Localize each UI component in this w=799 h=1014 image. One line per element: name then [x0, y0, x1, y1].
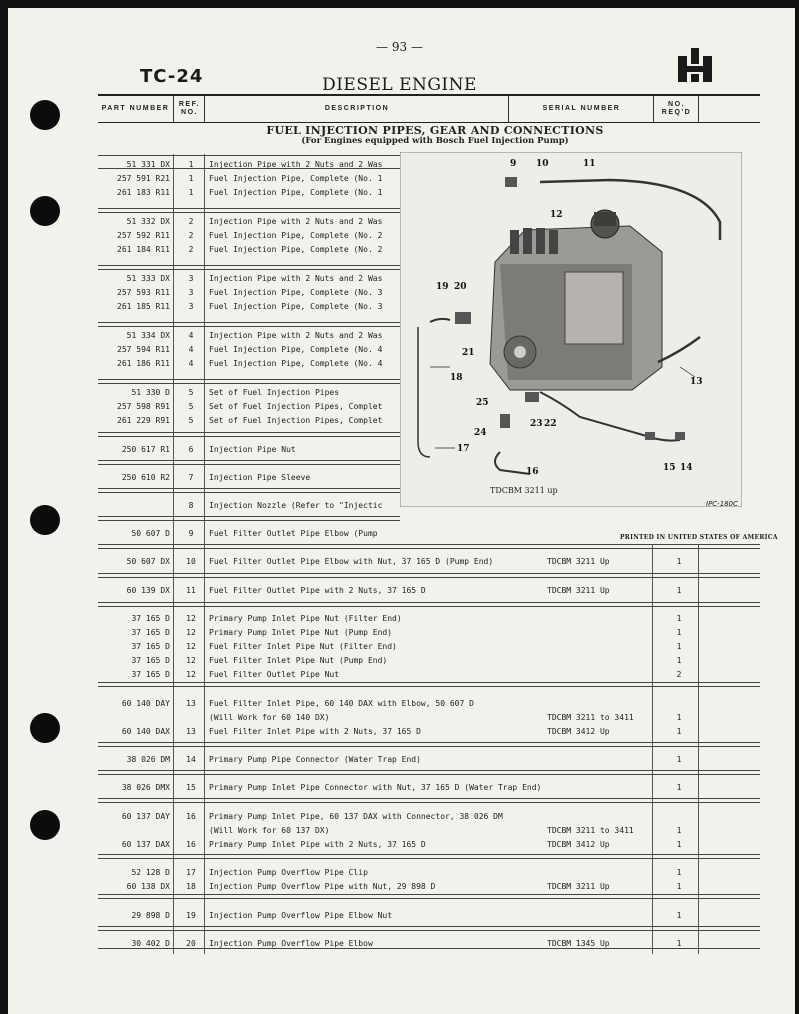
serial-number-cell: TDCBM 3412 Up: [547, 840, 610, 849]
part-number-cell: 51 333 DX: [126, 274, 170, 283]
page-title: DIESEL ENGINE: [322, 75, 477, 95]
row-rule: [98, 898, 760, 899]
ref-no-cell: 11: [186, 586, 196, 595]
qty-cell: 1: [676, 882, 682, 891]
header-serial-number: SERIAL NUMBER: [508, 96, 654, 122]
description-cell: Primary Pump Inlet Pipe, 60 137 DAX with Connector, 38 026 DM: [209, 812, 503, 821]
row-rule: [98, 208, 400, 209]
row-rule: [98, 548, 760, 549]
description-cell: (Will Work for 60 140 DX): [209, 713, 330, 722]
header-ref-no: REF. NO.: [173, 96, 205, 122]
description-cell: Fuel Filter Inlet Pipe, 60 140 DAX with Elbow, 50 607 D: [209, 699, 474, 708]
ref-no-cell: 1: [188, 160, 194, 169]
description-cell: Injection Pipe with 2 Nuts and 2 Was: [209, 331, 383, 340]
binder-hole: [30, 196, 60, 226]
table-row: [98, 909, 760, 923]
qty-cell: 1: [676, 783, 682, 792]
callout-number: 13: [690, 377, 703, 387]
part-number-cell: 52 128 D: [131, 868, 170, 877]
description-cell: Fuel Injection Pipe, Complete (No. 1: [209, 188, 383, 197]
part-number-cell: 261 185 R11: [117, 302, 170, 311]
table-row: [98, 711, 760, 725]
table-row: [98, 640, 760, 654]
part-number-cell: 257 593 R11: [117, 288, 170, 297]
column-header: [98, 94, 760, 123]
description-cell: (Will Work for 60 137 DX): [209, 826, 330, 835]
description-cell: Injection Pipe Nut: [209, 445, 296, 454]
ref-no-cell: 1: [188, 174, 194, 183]
serial-number-cell: TDCBM 3211 Up: [547, 586, 610, 595]
part-number-cell: 30 402 D: [131, 939, 170, 948]
description-cell: Fuel Filter Outlet Pipe Nut: [209, 670, 340, 679]
description-cell: Set of Fuel Injection Pipes, Complet: [209, 416, 383, 425]
row-rule: [98, 436, 400, 437]
callout-number: 22: [544, 419, 557, 429]
section-title: FUEL INJECTION PIPES, GEAR AND CONNECTIONS: [266, 124, 604, 137]
callout-number: 10: [536, 159, 549, 169]
callout-number: 11: [583, 159, 596, 169]
description-cell: Fuel Filter Outlet Pipe Elbow (Pump: [209, 529, 378, 538]
row-rule: [98, 858, 760, 859]
qty-cell: 1: [676, 713, 682, 722]
row-rule: [98, 682, 760, 683]
row-rule: [98, 544, 760, 545]
ref-no-cell: 8: [188, 501, 194, 510]
callout-number: 25: [476, 398, 489, 408]
serial-number-cell: TDCBM 1345 Up: [547, 939, 610, 948]
ref-no-cell: 3: [188, 288, 194, 297]
qty-cell: 1: [676, 656, 682, 665]
row-rule: [98, 686, 760, 687]
row-rule: [98, 460, 400, 461]
qty-cell: 1: [676, 826, 682, 835]
row-rule: [98, 265, 400, 266]
part-number-cell: 257 594 R11: [117, 345, 170, 354]
row-rule: [98, 774, 760, 775]
ref-no-cell: 14: [186, 755, 196, 764]
table-row: [98, 654, 760, 668]
row-rule: [98, 926, 760, 927]
table-row: [98, 584, 760, 598]
part-number-cell: 51 331 DX: [126, 160, 170, 169]
section-subtitle: (For Engines equipped with Bosch Fuel Injection Pump): [301, 136, 569, 146]
description-cell: Injection Pump Overflow Pipe Elbow: [209, 939, 373, 948]
description-cell: Fuel Injection Pipe, Complete (No. 3: [209, 288, 383, 297]
page-number: — 93 —: [376, 40, 423, 54]
description-cell: Injection Pipe Sleeve: [209, 473, 311, 482]
description-cell: Set of Fuel Injection Pipes, Complet: [209, 402, 383, 411]
ref-no-cell: 13: [186, 699, 196, 708]
qty-cell: 1: [676, 628, 682, 637]
table-row: [98, 555, 760, 569]
header-part-number: PART NUMBER: [101, 105, 170, 112]
model-label: TC-24: [140, 66, 204, 87]
description-cell: Set of Fuel Injection Pipes: [209, 388, 340, 397]
part-number-cell: 38 026 DM: [126, 755, 170, 764]
row-rule: [98, 492, 400, 493]
ref-no-cell: 16: [186, 812, 196, 821]
row-rule: [98, 520, 400, 521]
description-cell: Primary Pump Inlet Pipe Nut (Pump End): [209, 628, 393, 637]
description-cell: Fuel Injection Pipe, Complete (No. 1: [209, 174, 383, 183]
qty-cell: 1: [676, 939, 682, 948]
ref-no-cell: 4: [188, 359, 194, 368]
row-rule: [98, 383, 400, 384]
ih-logo-icon: [676, 48, 714, 82]
ref-no-cell: 5: [188, 402, 194, 411]
table-row: [98, 626, 760, 640]
description-cell: Fuel Injection Pipe, Complete (No. 3: [209, 302, 383, 311]
callout-number: 12: [550, 210, 563, 220]
description-cell: Primary Pump Pipe Connector (Water Trap End): [209, 755, 421, 764]
ref-no-cell: 15: [186, 783, 196, 792]
qty-cell: 1: [676, 911, 682, 920]
part-number-cell: 261 184 R11: [117, 245, 170, 254]
ref-no-cell: 12: [186, 628, 196, 637]
table-row: [98, 612, 760, 626]
row-rule: [98, 606, 760, 607]
row-rule: [98, 322, 400, 323]
description-cell: Primary Pump Inlet Pipe with 2 Nuts, 37 165 D: [209, 840, 426, 849]
part-number-cell: 60 137 DAX: [121, 840, 170, 849]
row-rule: [98, 894, 760, 895]
part-number-cell: 51 330 D: [131, 388, 170, 397]
figure-caption: TDCBM 3211 up: [490, 486, 558, 495]
row-rule: [98, 770, 760, 771]
table-row: [98, 880, 760, 894]
qty-cell: 1: [676, 586, 682, 595]
binder-hole: [30, 505, 60, 535]
description-cell: Injection Pipe with 2 Nuts and 2 Was: [209, 274, 383, 283]
table-row: [98, 668, 760, 682]
part-number-cell: 37 165 D: [131, 614, 170, 623]
ref-no-cell: 10: [186, 557, 196, 566]
table-row: [98, 838, 760, 852]
part-number-cell: 37 165 D: [131, 656, 170, 665]
description-cell: Primary Pump Inlet Pipe Nut (Filter End): [209, 614, 402, 623]
row-rule: [98, 516, 400, 517]
row-rule: [98, 602, 760, 603]
row-rule: [98, 464, 400, 465]
ref-no-cell: 5: [188, 388, 194, 397]
ref-no-cell: 17: [186, 868, 196, 877]
description-cell: Fuel Injection Pipe, Complete (No. 4: [209, 345, 383, 354]
row-rule: [98, 379, 400, 380]
row-rule: [98, 573, 760, 574]
callout-number: 16: [526, 467, 539, 477]
printed-notice: PRINTED IN UNITED STATES OF AMERICA: [620, 534, 778, 541]
row-rule: [98, 798, 760, 799]
ref-no-cell: 6: [188, 445, 194, 454]
row-rule: [98, 854, 760, 855]
serial-number-cell: TDCBM 3211 Up: [547, 882, 610, 891]
serial-number-cell: TDCBM 3412 Up: [547, 727, 610, 736]
row-rule: [98, 212, 400, 213]
fuel-pump-illustration: [400, 152, 742, 507]
row-rule: [98, 930, 760, 931]
description-cell: Fuel Filter Inlet Pipe Nut (Filter End): [209, 642, 397, 651]
serial-number-cell: TDCBM 3211 Up: [547, 557, 610, 566]
ref-no-cell: 19: [186, 911, 196, 920]
ref-no-cell: 12: [186, 670, 196, 679]
qty-cell: 1: [676, 868, 682, 877]
row-rule: [98, 432, 400, 433]
description-cell: Fuel Injection Pipe, Complete (No. 4: [209, 359, 383, 368]
part-number-cell: 261 183 R11: [117, 188, 170, 197]
serial-number-cell: TDCBM 3211 to 3411: [547, 826, 634, 835]
part-number-cell: 38 026 DMX: [121, 783, 170, 792]
part-number-cell: 50 607 D: [131, 529, 170, 538]
row-rule: [98, 326, 400, 327]
row-rule: [98, 269, 400, 270]
ref-no-cell: 16: [186, 840, 196, 849]
row-rule: [98, 746, 760, 747]
part-number-cell: 250 617 R1: [121, 445, 170, 454]
row-rule: [98, 742, 760, 743]
ref-no-cell: 13: [186, 727, 196, 736]
table-row: [98, 781, 760, 795]
ref-no-cell: 20: [186, 939, 196, 948]
part-number-cell: 60 139 DX: [126, 586, 170, 595]
description-cell: Injection Pump Overflow Pipe Elbow Nut: [209, 911, 393, 920]
figure-reference: IPC-180C: [706, 500, 738, 508]
description-cell: Primary Pump Inlet Pipe Connector with Nut, 37 165 D (Water Trap End): [209, 783, 542, 792]
description-cell: Fuel Filter Outlet Pipe Elbow with Nut, 37 165 D (Pump End): [209, 557, 494, 566]
table-row: [98, 866, 760, 880]
callout-number: 24: [474, 428, 487, 438]
table-row: [98, 725, 760, 739]
ref-no-cell: 2: [188, 231, 194, 240]
callout-number: 9: [510, 159, 517, 169]
part-number-cell: 51 334 DX: [126, 331, 170, 340]
part-number-cell: 257 591 R21: [117, 174, 170, 183]
ref-no-cell: 2: [188, 217, 194, 226]
ref-no-cell: 5: [188, 416, 194, 425]
description-cell: Injection Pipe with 2 Nuts and 2 Was: [209, 217, 383, 226]
table-row: [98, 937, 760, 951]
serial-number-cell: TDCBM 3211 to 3411: [547, 713, 634, 722]
description-cell: Fuel Filter Inlet Pipe Nut (Pump End): [209, 656, 388, 665]
callout-number: 21: [462, 348, 475, 358]
table-row: [98, 810, 760, 824]
row-rule: [98, 488, 400, 489]
part-number-cell: 257 598 R91: [117, 402, 170, 411]
ref-no-cell: 4: [188, 331, 194, 340]
description-cell: Fuel Injection Pipe, Complete (No. 2: [209, 231, 383, 240]
ref-no-cell: 12: [186, 656, 196, 665]
part-number-cell: 37 165 D: [131, 670, 170, 679]
ref-no-cell: 2: [188, 245, 194, 254]
table-row: [98, 753, 760, 767]
part-number-cell: 60 137 DAY: [121, 812, 170, 821]
ref-no-cell: 1: [188, 188, 194, 197]
ref-no-cell: 18: [186, 882, 196, 891]
row-rule: [98, 802, 760, 803]
table-row: [98, 824, 760, 838]
ref-no-cell: 12: [186, 642, 196, 651]
callout-number: 15: [663, 463, 676, 473]
table-row: [98, 697, 760, 711]
qty-cell: 1: [676, 755, 682, 764]
row-rule: [98, 577, 760, 578]
callout-number: 19: [436, 282, 449, 292]
ref-no-cell: 4: [188, 345, 194, 354]
qty-cell: 2: [676, 670, 682, 679]
description-cell: Injection Pump Overflow Pipe with Nut, 29 898 D: [209, 882, 436, 891]
part-number-cell: 37 165 D: [131, 628, 170, 637]
description-cell: Fuel Injection Pipe, Complete (No. 2: [209, 245, 383, 254]
qty-cell: 1: [676, 840, 682, 849]
qty-cell: 1: [676, 642, 682, 651]
qty-cell: 1: [676, 614, 682, 623]
description-cell: Injection Nozzle (Refer to "Injectic: [209, 501, 383, 510]
row-rule: [98, 155, 400, 156]
part-number-cell: 29 898 D: [131, 911, 170, 920]
description-cell: Injection Pump Overflow Pipe Clip: [209, 868, 368, 877]
ref-no-cell: 7: [188, 473, 194, 482]
part-number-cell: 51 332 DX: [126, 217, 170, 226]
part-number-cell: 250 610 R2: [121, 473, 170, 482]
callout-number: 20: [454, 282, 467, 292]
header-description: DESCRIPTION: [204, 96, 509, 122]
ref-no-cell: 9: [188, 529, 194, 538]
qty-cell: 1: [676, 727, 682, 736]
header-no-reqd: NO. REQ'D: [653, 96, 699, 122]
description-cell: Fuel Filter Outlet Pipe with 2 Nuts, 37 165 D: [209, 586, 426, 595]
header-blank: [698, 96, 761, 122]
callout-number: 17: [457, 444, 470, 454]
part-number-cell: 50 607 DX: [126, 557, 170, 566]
ref-no-cell: 3: [188, 274, 194, 283]
callout-number: 18: [450, 373, 463, 383]
ref-no-cell: 12: [186, 614, 196, 623]
part-number-cell: 261 186 R11: [117, 359, 170, 368]
qty-cell: 1: [676, 557, 682, 566]
part-number-cell: 257 592 R11: [117, 231, 170, 240]
description-cell: Injection Pipe with 2 Nuts and 2 Was: [209, 160, 383, 169]
ref-no-cell: 3: [188, 302, 194, 311]
part-number-cell: 60 140 DAY: [121, 699, 170, 708]
callout-number: 23: [530, 419, 543, 429]
binder-hole: [30, 713, 60, 743]
part-number-cell: 60 138 DX: [126, 882, 170, 891]
callout-number: 14: [680, 463, 693, 473]
description-cell: Fuel Filter Inlet Pipe with 2 Nuts, 37 165 D: [209, 727, 421, 736]
binder-hole: [30, 810, 60, 840]
part-number-cell: 261 229 R91: [117, 416, 170, 425]
part-number-cell: 37 165 D: [131, 642, 170, 651]
part-number-cell: 60 140 DAX: [121, 727, 170, 736]
